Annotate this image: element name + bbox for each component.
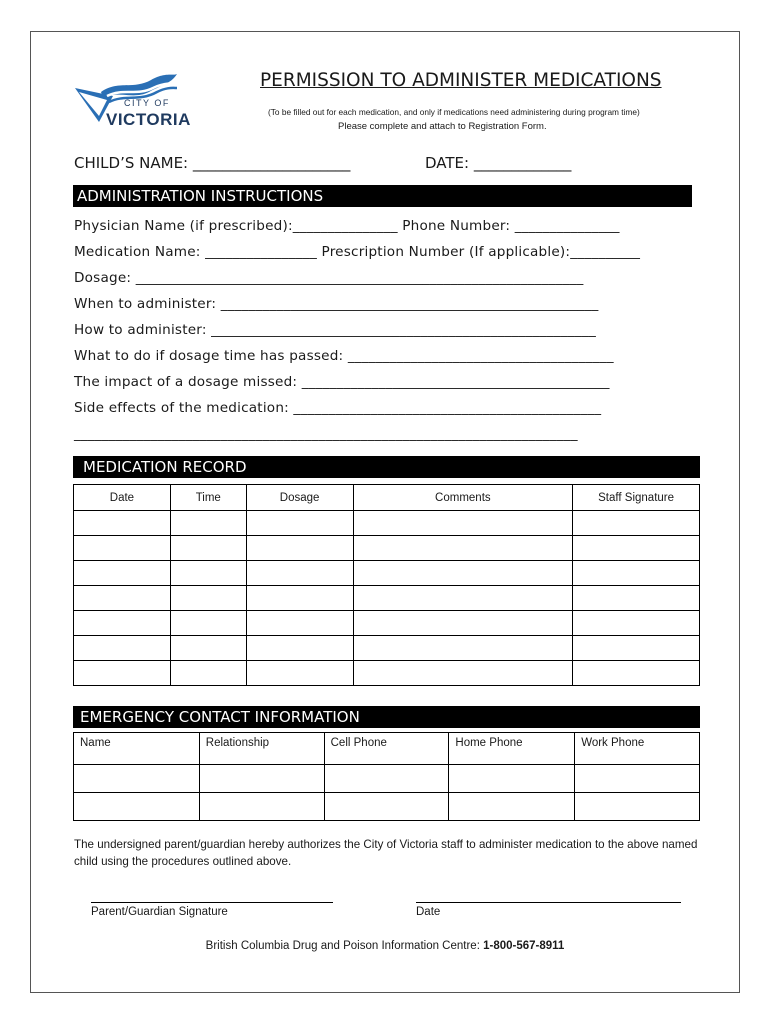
medication-record-table	[73, 484, 700, 686]
dosage-missed-field[interactable]: The impact of a dosage missed: ____________________________________________	[74, 374, 610, 390]
medication-record-heading: MEDICATION RECORD	[73, 456, 700, 478]
table-cell[interactable]	[74, 561, 171, 586]
table-header-row	[74, 733, 700, 765]
footer-text: British Columbia Drug and Poison Information Centre:	[205, 940, 484, 952]
when-to-administer-field[interactable]: When to administer: ______________________________________________________	[74, 296, 599, 312]
side-effects-field[interactable]: Side effects of the medication: ____________________________________________	[74, 400, 602, 416]
table-row	[74, 561, 700, 586]
table-header-row	[74, 485, 700, 511]
poison-centre-phone: 1-800-567-8911	[483, 940, 565, 952]
column-header: Cell Phone	[324, 733, 449, 765]
table-cell[interactable]	[573, 511, 700, 536]
table-cell[interactable]	[573, 561, 700, 586]
column-header: Work Phone	[575, 733, 700, 765]
poison-centre-footer	[0, 940, 770, 952]
form-instruction: Please complete and attach to Registration Form.	[338, 121, 547, 132]
table-cell[interactable]	[246, 636, 353, 661]
table-cell[interactable]	[170, 586, 246, 611]
column-header: Staff Signature	[573, 485, 700, 511]
parent-signature-label: Parent/Guardian Signature	[91, 906, 228, 918]
table-cell[interactable]	[170, 611, 246, 636]
physician-phone-field[interactable]: Physician Name (if prescribed):_______________ Phone Number: _______________	[74, 218, 620, 234]
child-date-field[interactable]: DATE: _____________	[425, 154, 572, 172]
emergency-contact-heading: EMERGENCY CONTACT INFORMATION	[73, 706, 700, 728]
column-header: Relationship	[199, 733, 324, 765]
table-cell[interactable]	[170, 536, 246, 561]
table-cell[interactable]	[246, 561, 353, 586]
table-cell[interactable]	[449, 765, 575, 793]
column-header: Dosage	[246, 485, 353, 511]
form-title: PERMISSION TO ADMINISTER MEDICATIONS	[260, 70, 662, 91]
table-row	[74, 611, 700, 636]
table-row	[74, 661, 700, 686]
table-cell[interactable]	[74, 511, 171, 536]
table-cell[interactable]	[246, 511, 353, 536]
date-signature-label: Date	[416, 906, 441, 918]
column-header: Date	[74, 485, 171, 511]
table-row	[74, 536, 700, 561]
table-cell[interactable]	[199, 793, 324, 821]
admin-instructions-heading: ADMINISTRATION INSTRUCTIONS	[73, 185, 692, 207]
logo-victoria-text: VICTORIA	[106, 110, 191, 129]
table-cell[interactable]	[573, 661, 700, 686]
table-cell[interactable]	[353, 611, 573, 636]
table-row	[74, 765, 700, 793]
column-header: Name	[74, 733, 200, 765]
table-cell[interactable]	[170, 661, 246, 686]
table-cell[interactable]	[324, 765, 449, 793]
table-row	[74, 636, 700, 661]
table-cell[interactable]	[74, 661, 171, 686]
table-cell[interactable]	[353, 636, 573, 661]
table-row	[74, 793, 700, 821]
table-cell[interactable]	[74, 765, 200, 793]
table-cell[interactable]	[449, 793, 575, 821]
table-cell[interactable]	[353, 561, 573, 586]
dosage-time-passed-field[interactable]: What to do if dosage time has passed: ______________________________________	[74, 348, 614, 364]
table-row	[74, 511, 700, 536]
parent-signature-line[interactable]	[91, 902, 333, 903]
authorization-statement: The undersigned parent/guardian hereby authorizes the City of Victoria staff to administer medication to the above named child using the procedures outlined above.	[74, 838, 698, 868]
table-cell[interactable]	[74, 793, 200, 821]
medication-prescription-field[interactable]: Medication Name: ________________ Prescription Number (If applicable):__________	[74, 244, 641, 260]
side-effects-extra-line[interactable]: ________________________________________________________________________	[74, 426, 578, 442]
table-row	[74, 586, 700, 611]
table-cell[interactable]	[353, 536, 573, 561]
date-signature-line[interactable]	[416, 902, 681, 903]
column-header: Comments	[353, 485, 573, 511]
child-name-field[interactable]: CHILD’S NAME: _____________________	[74, 154, 351, 172]
table-cell[interactable]	[575, 793, 700, 821]
table-cell[interactable]	[575, 765, 700, 793]
table-cell[interactable]	[353, 586, 573, 611]
table-cell[interactable]	[170, 561, 246, 586]
table-cell[interactable]	[170, 511, 246, 536]
table-cell[interactable]	[74, 586, 171, 611]
how-to-administer-field[interactable]: How to administer: _______________________________________________________	[74, 322, 596, 338]
table-cell[interactable]	[246, 536, 353, 561]
table-cell[interactable]	[199, 765, 324, 793]
form-note: (To be filled out for each medication, and only if medications need administering during program time)	[268, 107, 640, 117]
table-cell[interactable]	[353, 661, 573, 686]
dosage-field[interactable]: Dosage: ________________________________________________________________	[74, 270, 584, 286]
emergency-contact-table	[73, 732, 700, 821]
table-cell[interactable]	[74, 611, 171, 636]
table-cell[interactable]	[246, 661, 353, 686]
table-cell[interactable]	[74, 636, 171, 661]
table-cell[interactable]	[246, 611, 353, 636]
table-cell[interactable]	[324, 793, 449, 821]
table-cell[interactable]	[573, 586, 700, 611]
table-cell[interactable]	[573, 536, 700, 561]
column-header: Home Phone	[449, 733, 575, 765]
table-cell[interactable]	[246, 586, 353, 611]
table-cell[interactable]	[573, 636, 700, 661]
table-cell[interactable]	[170, 636, 246, 661]
table-cell[interactable]	[74, 536, 171, 561]
column-header: Time	[170, 485, 246, 511]
table-cell[interactable]	[573, 611, 700, 636]
table-cell[interactable]	[353, 511, 573, 536]
logo-city-text: CITY OF	[124, 98, 170, 108]
